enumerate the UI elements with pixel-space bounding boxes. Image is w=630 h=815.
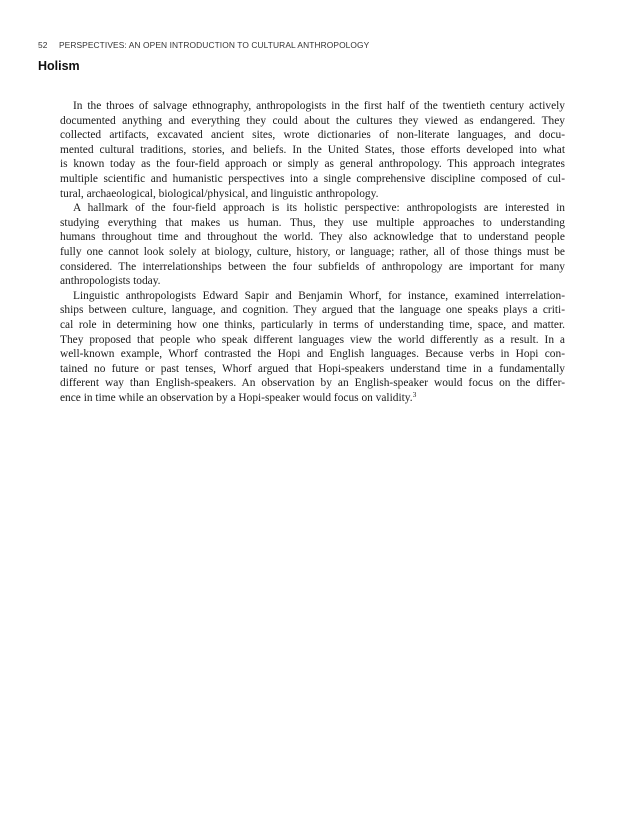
page-number: 52 bbox=[38, 40, 48, 50]
text-line: different way than English-speakers. An observation by an English-speaker would focus on the differ- bbox=[60, 377, 565, 390]
text-line: humans throughout time and throughout the world. They also acknowledge that to understand people bbox=[60, 231, 565, 244]
text-line: tural, archaeological, biological/physical, and linguistic anthropology. bbox=[60, 187, 379, 200]
footnote-marker[interactable]: 3 bbox=[412, 389, 417, 399]
text-line: ships between culture, language, and cognition. They argued that the language one speaks plays a criti- bbox=[60, 304, 565, 317]
running-head-title: PERSPECTIVES: AN OPEN INTRODUCTION TO CULTURAL ANTHROPOLOGY bbox=[58, 40, 370, 50]
text-line: cal role in determining how one thinks, particularly in terms of understanding time, space, and matter. bbox=[60, 318, 565, 331]
text-line: well-known example, Whorf contrasted the Hopi and English languages. Because verbs in Hopi con- bbox=[60, 348, 565, 361]
text-line-content: ence in time while an observation by a Hopi-speaker would focus on validity. bbox=[60, 391, 413, 404]
text-line: In the throes of salvage ethnography, anthropologists in the first half of the twentieth century actively bbox=[73, 100, 565, 112]
text-line: studying everything that makes us human. Thus, they use multiple approaches to understanding bbox=[60, 216, 565, 229]
paragraph-2 bbox=[60, 201, 565, 289]
text-line: collected artifacts, excavated ancient sites, wrote dictionaries of non-literate languages, and docu- bbox=[60, 129, 565, 142]
text-line: mented cultural traditions, stories, and beliefs. In the United States, those efforts developed into what bbox=[60, 143, 565, 156]
text-line: anthropologists today. bbox=[60, 275, 161, 288]
paragraph-3 bbox=[60, 289, 565, 406]
text-line: tained no future or past tenses, Whorf argued that Hopi-speakers understand time in a fundamentally bbox=[60, 362, 565, 375]
text-line: fully one cannot look solely at biology, culture, history, or language; rather, all of those things must be bbox=[60, 245, 565, 258]
text-line-final bbox=[60, 391, 565, 406]
text-line: is known today as the four-field approach or simply as general anthropology. This approach integrates bbox=[60, 158, 565, 171]
running-head bbox=[38, 40, 369, 50]
text-line: Linguistic anthropologists Edward Sapir and Benjamin Whorf, for instance, examined interrelation- bbox=[73, 289, 565, 302]
body-text bbox=[60, 99, 565, 405]
section-heading: Holism bbox=[38, 59, 80, 73]
text-line: They proposed that people who speak different languages view the world differently as a result. In a bbox=[60, 333, 565, 346]
text-line: A hallmark of the four-field approach is its holistic perspective: anthropologists are interested in bbox=[73, 202, 565, 215]
paragraph-1 bbox=[60, 99, 565, 201]
text-line: multiple scientific and humanistic perspectives into a single comprehensive discipline composed of cul- bbox=[60, 172, 565, 185]
text-line: documented anything and everything they could about the cultures they viewed as endangered. They bbox=[60, 114, 565, 127]
text-line: considered. The interrelationships between the four subfields of anthropology are important for many bbox=[60, 260, 565, 273]
